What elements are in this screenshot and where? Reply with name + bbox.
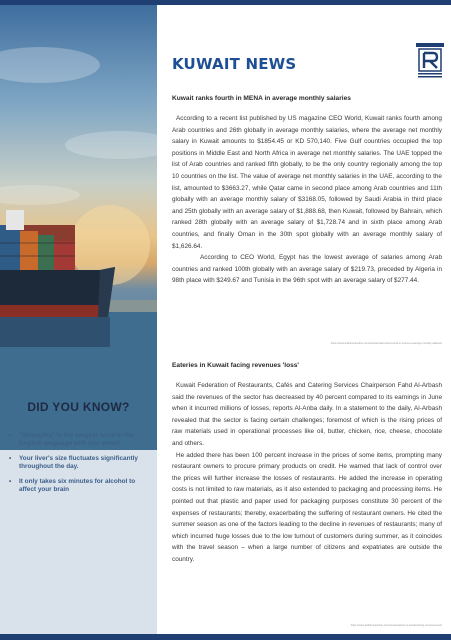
did-you-know-list	[8, 432, 150, 500]
article-paragraph: According to a recent list published by US magazine CEO World, Kuwait ranks fourth among Arab countries and 26th globally in average monthly salaries, where the average net monthly salary in Kuwait amounts to $1854.45 or KD 570,140. Five Gulf countries occupied the top positions in Middle East and North Africa in average net monthly salaries. The UAE topped the list of Arab countries and ranked fifth globally, to be the only country regionally among the top 10 countries on the list. The value of average net monthly salaries in the UAE, according to the list, amounted to $3663.27, while Qatar came in second place among Arab countries and 11th globally with an average monthly salary of $3168.05, followed by Saudi Arabia in third place and 25th globally with an average salary of $1,888.68, then Kuwait, followed by Bahrain, which ranked 28th globally with an average salary of $1,728.74 and in sixth place among Arab countries, and finally Oman in the 30th spot globally with an average monthly salary of $1,626.64.	[172, 115, 442, 250]
bottom-accent-bar	[0, 634, 451, 640]
page-title: KUWAIT NEWS	[172, 55, 297, 73]
fact-item: • Your liver's size fluctuates significantly throughout the day.	[8, 455, 150, 472]
fact-item: • It only takes six minutes for alcohol to affect your brain	[8, 478, 150, 495]
fact-item: • "Strengths" is the longest word in the English language with one vowel.	[8, 432, 150, 449]
article-body	[172, 380, 442, 566]
source-link[interactable]: https://www.arabtimesonline.com/news/kuwait-ranks-fourth-in-mena-in-average-monthly-salaries/	[330, 342, 442, 345]
article-paragraph: Kuwait Federation of Restaurants, Cafés and Catering Services Chairperson Fahd Al-Arbash said the revenues of the sector has decreased by 40 percent compared to its earnings in June when it incurred millions of losses, reports Al-Anba daily. In a statement to the daily, Al-Arbash revealed that the sector is facing certain challenges; foremost of which is the rising prices of raw materials used in operational processes like oil, butter, chicken, rice, cheese, chocolate and others.	[172, 382, 442, 447]
article-headline: Kuwait ranks fourth in MENA in average monthly salaries	[172, 95, 351, 102]
company-logo-icon	[416, 43, 444, 78]
article-paragraph: He added there has been 100 percent increase in the prices of some items, prompting many restaurant owners to procure primary products on credit. He warned that lack of control over the prices will further increase the losses of restaurants. He added the increase in operating costs is not limited to raw materials, as it also extended to packaging and processing items. He pointed out that plastic and paper used for packaging purposes constitute 30 percent of the expenses of restaurants; thereby, exacerbating the suffering of restaurant owners. He cited the summer season as one of the factors leading to the decline in revenues of restaurants; many of which incurred huge losses due to the low turnout of customers during summer, as it coincides with the travel season – when a large number of citizens and expatriates are outside the country.	[172, 451, 442, 563]
article-body	[172, 113, 442, 287]
did-you-know-title: DID YOU KNOW?	[27, 400, 130, 414]
article-headline: Eateries in Kuwait facing revenues 'loss'	[172, 362, 299, 369]
article-paragraph: According to CEO World, Egypt has the lowest average of salaries among Arab countries and ranked 100th globally with an average salary of $219.73, preceded by Algeria in 98th place with $249.67 and Tunisia in the 96th spot with an average salary of $277.44.	[172, 254, 442, 285]
cargo-ship-photo	[0, 5, 157, 450]
source-link[interactable]: https://www.arabtimesonline.com/news/eateries-in-kuwait-facing-revenues-loss/	[350, 624, 442, 627]
